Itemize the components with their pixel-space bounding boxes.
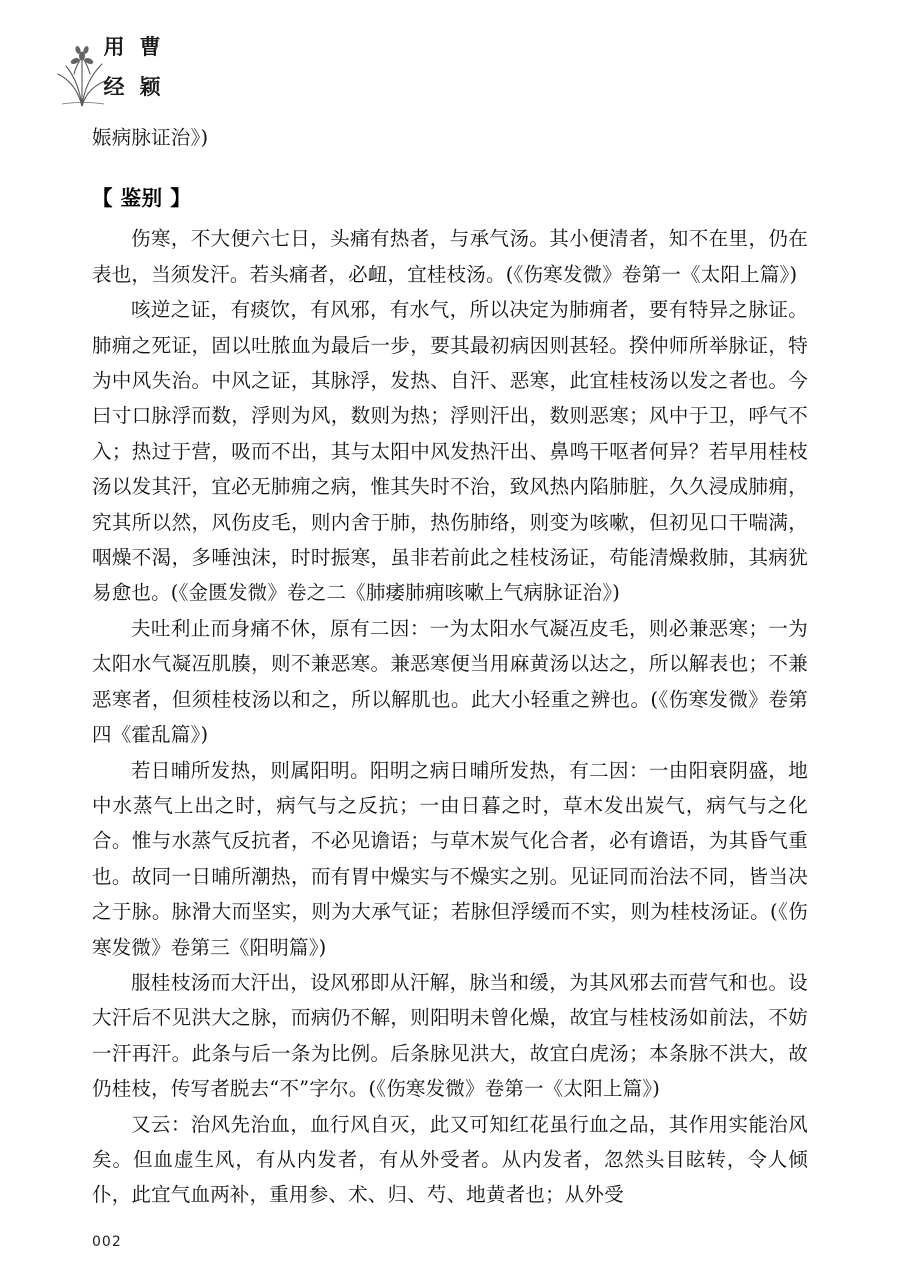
paragraph-6: 又云：治风先治血，血行风自灭，此又可知红花虽行血之品，其作用实能治风矣。但血虚生风，有从内发者，有从外受者。从内发者，忽然头目眩转，令人倾仆，此宜气血两补，重用参、术、归、芍、地黄者也；从外受: [92, 1112, 808, 1207]
page-content: [92, 120, 808, 1213]
logo-char-3: 经: [103, 74, 125, 99]
page-number: 002: [92, 1234, 122, 1250]
paragraph-5: 服桂枝汤而大汗出，设风邪即从汗解，脉当和缓，为其风邪去而营气和也。设大汗后不见洪大之脉，而病仍不解，则阳明未曾化燥，故宜与桂枝汤如前法，不妨一汗再汗。此条与后一条为比例。后条脉见洪大，故宜白虎汤；本条脉不洪大，故仍桂枝，传写者脱去“不”字尔。(《伤寒发微》卷第一《太阳上篇》): [92, 970, 808, 1101]
paragraph-4: 若日晡所发热，则属阳明。阳明之病日晡所发热，有二因：一由阳衰阴盛，地中水蒸气上出之时，病气与之反抗；一由日暮之时，草木发出炭气，病气与之化合。惟与水蒸气反抗者，不必见谵语；与草木炭气化合者，必有谵语，为其昏气重也。故同一日晡所潮热，而有胃中燥实与不燥实之别。见证同而治法不同，皆当决之于脉。脉滑大而坚实，则为大承气证；若脉但浮缓而不实，则为桂枝汤证。(《伤寒发微》卷第三《阳明篇》): [92, 758, 808, 959]
paragraph-2: 咳逆之证，有痰饮，有风邪，有水气，所以决定为肺痈者，要有特异之脉证。肺痈之死证，固以吐脓血为最后一步，要其最初病因则甚轻。揆仲师所举脉证，特为中风失治。中风之证，其脉浮，发热、自汗、恶寒，此宜桂枝汤以发之者也。今曰寸口脉浮而数，浮则为风，数则为热；浮则汗出，数则恶寒；风中于卫，呼气不入；热过于营，吸而不出，其与太阳中风发热汗出、鼻鸣干呕者何异？若早用桂枝汤以发其汗，宜必无肺痈之病，惟其失时不治，致风热内陷肺脏，久久浸成肺痈，究其所以然，风伤皮毛，则内舍于肺，热伤肺络，则变为咳嗽，但初见口干喘满，咽燥不渴，多唾浊沫，时时振寒，虽非若前此之桂枝汤证，苟能清燥救肺，其病犹易愈也。(《金匮发微》卷之二《肺痿肺痈咳嗽上气病脉证治》): [92, 298, 808, 605]
section-heading: 【 鉴别 】: [92, 186, 192, 211]
paragraph-3: 夫吐利止而身痛不休，原有二因：一为太阳水气凝冱皮毛，则必兼恶寒；一为太阳水气凝冱肌腠，则不兼恶寒。兼恶寒便当用麻黄汤以达之，所以解表也；不兼恶寒者，但须桂枝汤以和之，所以解肌也。此大小轻重之辨也。(《伤寒发微》卷第四《霍乱篇》): [92, 616, 808, 747]
book-logo: [52, 28, 172, 114]
logo-char-4: 颖: [139, 74, 161, 99]
logo-char-2: 曹: [139, 34, 161, 59]
logo-characters: [96, 30, 168, 110]
logo-char-1: 用: [103, 34, 125, 59]
continued-line: 娠病脉证治》): [92, 126, 209, 149]
paragraph-1: 伤寒，不大便六七日，头痛有热者，与承气汤。其小便清者，知不在里，仍在表也，当须发汗。若头痛者，必衄，宜桂枝汤。(《伤寒发微》卷第一《太阳上篇》): [92, 227, 808, 286]
